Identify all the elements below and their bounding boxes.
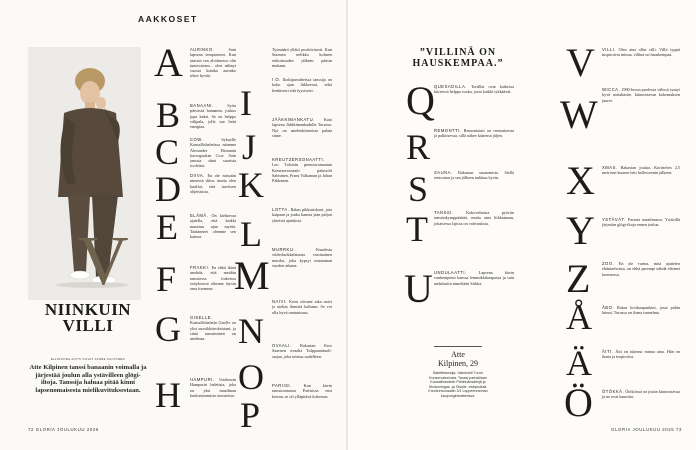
entry-heading: HAMPURI. [190, 377, 215, 382]
entry-text: Lapsena kävin vanhempieni kanssa lemmikkikaupassa ja sain undulaatin nimeltään Sirkka. [434, 270, 514, 286]
entry-murrku [272, 247, 332, 299]
entry-cow [190, 137, 236, 173]
big-letter-j: J [242, 127, 257, 167]
folio-left: 72 GLORIA JOULUKUU 2025 [28, 427, 99, 432]
entry-jaakkimankatu [272, 117, 332, 157]
folio-right: GLORIA JOULUKUU 2025 73 [611, 427, 682, 432]
big-letter-z: Z [566, 256, 591, 301]
entry-heading: VILLI. [602, 47, 616, 52]
entry-ovaali [272, 343, 332, 383]
entry-hampuri [190, 377, 236, 417]
entry-heading: XMAS. [602, 165, 618, 170]
entry-text: Työmäärä yllätti positiivisesti. Kun Suomen nelikko kolmen erikoisuuden jälkeen pääsin mukaan. [272, 47, 332, 68]
entry-text: On kiehtovaa ajatella, että kaikki muuttuu ajan myötä. Taidanneet olemme sen kanssa. [190, 213, 236, 240]
big-letter-h: H [155, 375, 181, 415]
title-line-1: NIINKUIN [44, 300, 132, 319]
entry-heading: WICCA. [602, 87, 621, 92]
entry-heading: BANAANI. [190, 103, 214, 108]
entry-text: Rakastan joulua. Koristelen 2,5 metrisen kuusen heti halloweenin jälkeen. [602, 165, 680, 176]
entry-lotta [272, 207, 332, 247]
entry-text: Unelmoin Hampurin baletista, joka on yksi maailman kuuluisimmista seurueista. [190, 377, 236, 398]
big-letter-n: N [238, 311, 264, 351]
entry-text: Rakastan saunomista. Siellä rentoutuu ja sen jälkeen nukkuu hyvin. [434, 170, 514, 181]
profile-box [420, 350, 496, 399]
entry-io [272, 77, 332, 117]
entry-diiva [190, 173, 236, 213]
entry-sauna [434, 170, 514, 210]
entry-text: Kuudesta viidesluokkalaisena varsinainen murrku, joka kypsyi muutaman vuoden aikana. [272, 247, 332, 268]
entry-heading: SAUNA. [434, 170, 453, 175]
big-letter-t: T [406, 209, 428, 249]
entry-heading: GISELLE. [190, 315, 213, 320]
entry-continued [272, 47, 332, 77]
big-letter-r: R [406, 127, 431, 167]
entry-frakki [190, 265, 236, 315]
entry-zoo [602, 261, 680, 305]
right-page [348, 0, 696, 450]
big-letter-d: D [155, 169, 181, 209]
entry-heading: MURRKU. [272, 247, 296, 252]
glossary-column-i-p [272, 47, 332, 413]
title-line-2: VILLI [62, 316, 114, 335]
entry-xmas [602, 165, 680, 217]
entry-heading: NAIVI. [272, 299, 288, 304]
entry-text: Remontointi on rentouttavaa ja palkitsevaa, sillä näkee kättensä jäljen. [434, 128, 514, 139]
entry-heading: COW. [190, 137, 204, 142]
entry-text: En ole varma, mitä ajattelen eläintarhoista, on ehkä parempi nähdä eläimet luonnossa. [602, 261, 681, 277]
entry-text: Parasta maailmassa. Ystävillä järjestän glögi-iltoja ennen joulua. [602, 217, 681, 228]
entry-heading: YSTÄVÄT. [602, 217, 626, 222]
entry-text: Rakastan Eero Saarisen ovaalia Tulppaanituoli-sarjaa, joka toistuu uudelleen. [272, 343, 332, 359]
entry-text: Kato lapsena Jääkkimankadulla Turussa. Nyt on mielenkiintoista palata sinne. [272, 117, 332, 138]
entry-otokka [602, 389, 680, 419]
entry-text: Koen olevani aika naivi ja utelias ihmisiä kohtaan. Se voi olla hyvä ominaisuus. [272, 299, 333, 315]
entry-aurinko [190, 47, 236, 103]
big-letter-q: Q [406, 78, 435, 123]
entry-heading: KREUTZERSONAATTI. [272, 157, 325, 162]
big-letter-s: S [408, 169, 429, 209]
entry-abo [602, 305, 680, 349]
entry-heading: FRAKKI. [190, 265, 210, 270]
entry-text: Sykaylle Kansallisbaletissa näimme Alexander Ekmanin koreografian Cow. Sain tanssia siinä suurista rooleista. [190, 137, 236, 169]
entry-text: 1990-luvun puolessa välissä syntyi hyvä noitakäsite, kiinnostavan kokemuksen juuret. [602, 87, 680, 103]
glossary-column-v-o [602, 47, 680, 419]
big-letter-c: C [155, 132, 180, 172]
entry-heading: LOTTA. [272, 207, 290, 212]
entry-giselle [190, 315, 236, 377]
glossary-column-a-h [190, 47, 236, 417]
entry-quesadilla [434, 84, 514, 128]
entry-undulaatti [434, 270, 514, 326]
entry-kreutzersonaatti [272, 157, 332, 207]
entry-heading: AURINKO. [190, 47, 215, 52]
entry-naivi [272, 299, 332, 343]
lede-paragraph: Atte Kilpinen tanssi banaanin voimalla ja järjestää joulun alla ystävilleen glögi-iltoja. Tanssija haluaa pitää kinni lapsenomaisesta mielikuvituksestaan. [29, 364, 147, 394]
entry-heading: PARIISI. [272, 383, 292, 388]
entry-heading: UNDULAATTI. [434, 270, 467, 275]
big-letter-b: B [156, 95, 181, 135]
big-letter-a: A [154, 40, 183, 85]
big-letter-p: P [240, 395, 261, 435]
entry-heading: ÖTÖKKÄ. [602, 389, 625, 394]
big-letter-g: G [155, 309, 181, 349]
entry-text: Leo Tolstoin pienoisromaanin Kreutzersonaatti pääroolit Salminen, Frans Valkaman ja Johan Pakkanen. [272, 162, 332, 184]
big-letter-e: E [156, 207, 178, 247]
big-letter-o: O [238, 357, 264, 397]
entry-text: Ötököissä on jotain kiinnostavaa ja ne ovat kauniita. [602, 389, 681, 400]
profile-name-line-2: Kilpinen, 29 [438, 359, 478, 368]
entry-text: En ehkä ikinä unohda, että meidän tanssiessa frakeissa esityksessä olimme täysin oma itsemme. [190, 265, 237, 292]
entry-text: En ole missään nimessä diiva, mutta olen kuullut, että tarvitsen ohjeistusta. [190, 173, 237, 194]
glossary-column-q-u [434, 84, 514, 326]
big-letter-y: Y [566, 208, 595, 253]
entry-elama [190, 213, 236, 265]
entry-text: Kun kävin tanssioomassa Pariisissa ensi kerran, se oli ylläpitävä kokemus. [272, 383, 333, 399]
entry-wicca [602, 87, 680, 165]
entry-pariisi [272, 383, 332, 413]
byline: ELLINOORA AUTTI KUVAT JANNE KALTONEN [50, 357, 126, 361]
big-letter-a-umlaut: Ä [566, 343, 592, 383]
big-letter-w: W [560, 92, 598, 137]
big-letter-k: K [238, 165, 264, 205]
entry-heading: ÄITI. [602, 349, 614, 354]
entry-text: Tortillat ovat kaikessa kiireessä helppo ruoka, josta kaikki tykkäävät. [434, 84, 514, 95]
entry-text: Kokovaltaisia pyöriin tanssinkymppäättää, mutta aina liikkumaan, jokaisessa lajissa on vahvuuksia. [434, 210, 514, 226]
profile-name-line-1: Atte [451, 350, 465, 359]
entry-tanssi [434, 210, 514, 270]
big-letter-f: F [156, 259, 177, 299]
article-title [28, 302, 148, 334]
entry-heading: DIIVA. [190, 173, 205, 178]
entry-heading: QUESADILLA. [434, 84, 467, 89]
entry-heading: OVAALI. [272, 343, 292, 348]
big-letter-i: I [240, 83, 252, 123]
entry-ystavat [602, 217, 680, 261]
entry-text: Rakas pikkusiskoni, jota kaipaan ja jonka kanssa jaan paljon yhteisiä ajatuksia. [272, 207, 333, 223]
big-letter-x: X [566, 158, 595, 203]
entry-text: Ikokipuvaiheissa tanssija on koko ajan liikkeessä, sekä henkisesti että fyysisesti. [272, 77, 333, 93]
section-label: AAKKOSET [138, 14, 198, 24]
pull-quote: ”VILLINÄ ON HAUSKEMPAA.” [412, 47, 504, 69]
entry-heading: ZOO. [602, 261, 615, 266]
profile-divider [434, 346, 482, 347]
entry-banaani [190, 103, 236, 137]
big-letter-v-decorative: V [78, 223, 129, 300]
entry-heading: ELÄMÄ. [190, 213, 209, 218]
profile-body: Balettitanssija. Valmistuit Turun Konservatoriosta. Tanssi parhaillaan Kansallisbaletin Pähkinänsärkijä ja Hirokuningas -ja Giselle -esityksissä. Kreutzersonaatin 3/1 Lappeenrannan kaupunginteatterissa. [428, 371, 488, 398]
entry-heading: TANSSI. [434, 210, 454, 215]
entry-heading: I.O. [272, 77, 281, 82]
big-letter-o-umlaut: Ö [564, 380, 593, 425]
entry-text: Kansallisbaletin Giselle on yksi suosikkiteoksistani, ja siinä tanssiminen on unelmaa. [190, 320, 236, 342]
big-letter-a-ring: Å [566, 297, 592, 337]
big-letter-l: L [240, 214, 262, 254]
big-letter-v: V [566, 40, 595, 85]
big-letter-m: M [234, 253, 270, 298]
entry-remontti [434, 128, 514, 170]
entry-heading: JÄÄKKIMANKATU. [272, 117, 315, 122]
entry-text: Syön päivässä banaanin, joskus jopa kaksi. Se on helppo välipala, jolla saa lisää energiaa. [190, 103, 236, 130]
entry-heading: ÅBO. [602, 305, 615, 310]
entry-text: Äiti on tukenut minua aina. Hän on ihana ja inspiroiva. [602, 349, 680, 360]
entry-heading: REMONTTI. [434, 128, 462, 133]
entry-villi [602, 47, 680, 87]
entry-text: Sain lapsena tempiaiseni. Kun tanssin sen aloittaessa olin tuntevainen... olen nähnyt vuosia kuinka aurinko tekee hyvää. [190, 47, 236, 79]
entry-aiti [602, 349, 680, 389]
entry-text: Rakas kotikaupunkini, josta pidän kiinni. Turussa on ihana tunnelma. [602, 305, 680, 316]
entry-text: Olen aina ollut villi. Villit typpit inspiroivat minua, villinä on hauskempaa. [602, 47, 680, 58]
big-letter-u: U [404, 266, 433, 311]
